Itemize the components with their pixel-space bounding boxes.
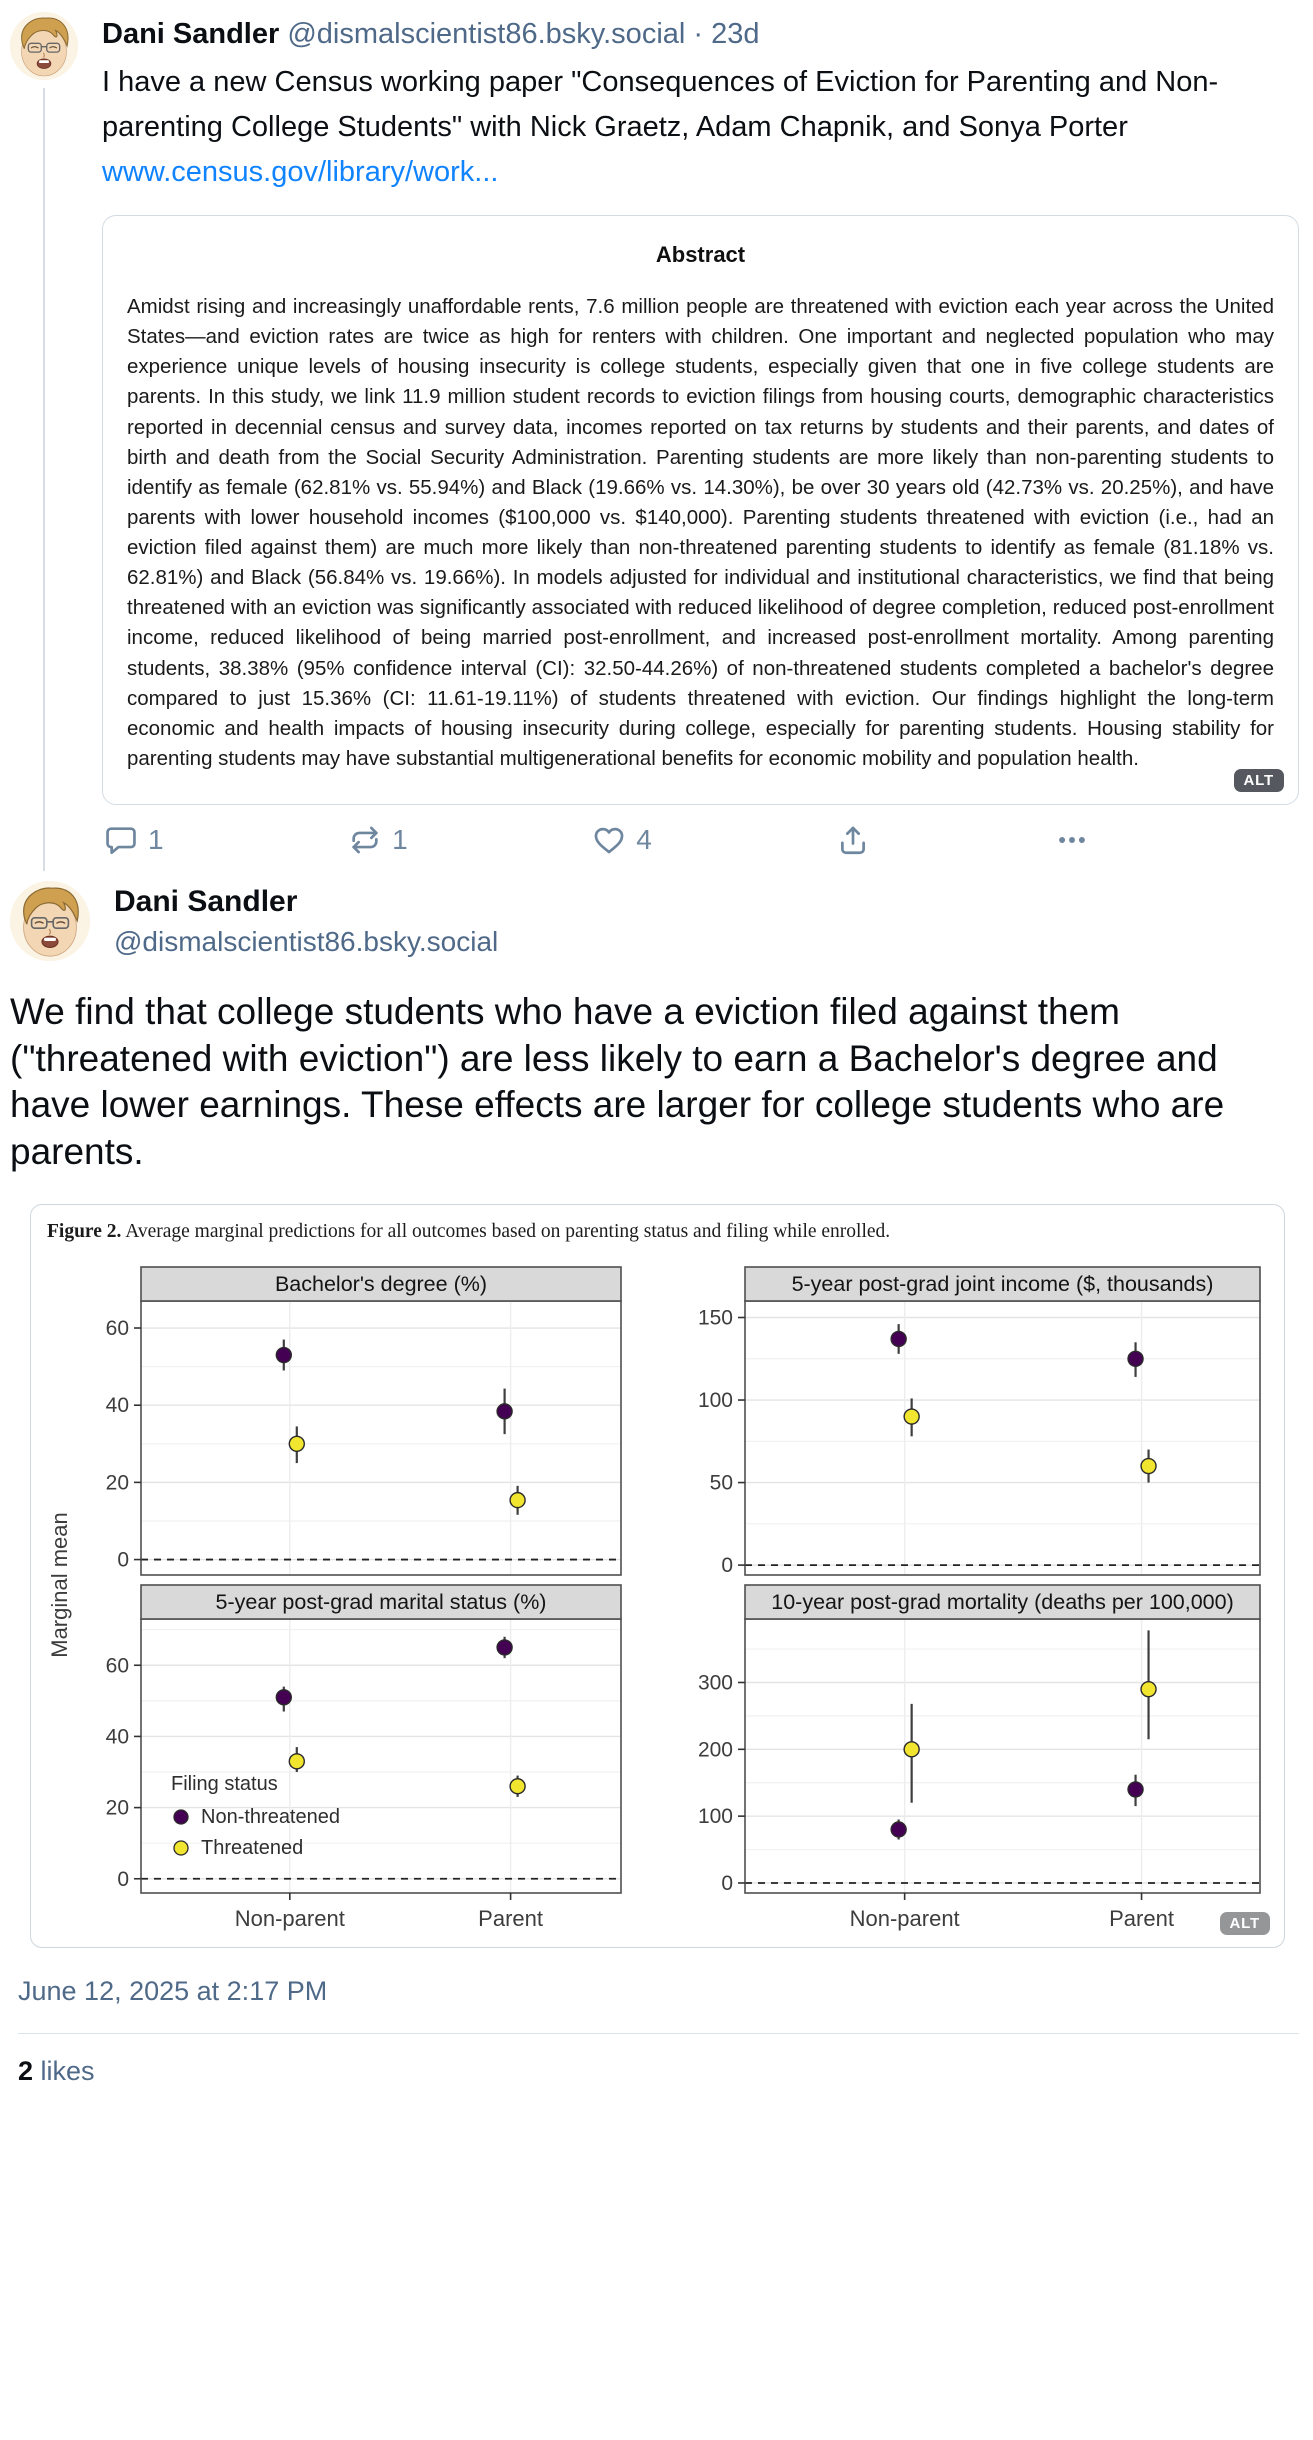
svg-text:100: 100 (697, 1388, 733, 1412)
svg-text:0: 0 (117, 1867, 129, 1891)
figure-caption-text: Average marginal predictions for all outcomes based on parenting status and filing while enrolled. (121, 1220, 891, 1242)
alt-badge[interactable]: ALT (1234, 769, 1284, 792)
repost-button[interactable] (348, 823, 408, 857)
figure-2-charts (45, 1255, 1270, 1935)
repost-icon (348, 823, 382, 857)
timestamp[interactable]: 23d (711, 18, 760, 50)
user-handle[interactable]: @dismalscientist86.bsky.social (114, 925, 499, 957)
svg-text:0: 0 (721, 1553, 733, 1577)
heart-icon (592, 823, 626, 857)
likes-count: 2 (18, 2055, 34, 2086)
svg-text:0: 0 (721, 1871, 733, 1895)
svg-text:200: 200 (697, 1737, 733, 1761)
figure-caption-label: Figure 2. (47, 1220, 122, 1242)
post-date[interactable]: June 12, 2025 at 2:17 PM (18, 1975, 328, 2006)
svg-text:Parent: Parent (478, 1905, 544, 1931)
thread-gutter (10, 12, 78, 871)
reply-icon (104, 823, 138, 857)
svg-text:60: 60 (105, 1316, 129, 1340)
post-link[interactable]: www.census.gov/library/work... (102, 156, 499, 189)
post-actions (104, 823, 1089, 857)
svg-text:0: 0 (117, 1548, 129, 1572)
post-header (102, 16, 1299, 52)
share-button[interactable] (836, 823, 870, 857)
figure-caption (47, 1221, 1270, 1243)
display-name[interactable]: Dani Sandler (114, 884, 298, 918)
abstract-body: Amidst rising and increasingly unaffordable rents, 7.6 million people are threatened with eviction each year across the United States—and eviction rates are twice as high for renters with children. One important and neglected population who may experience unique levels of housing insecurity is college students, especially given that one in five college students are parents. In this study, we link 11.9 million student records to eviction filings from housing courts, demographic characteristics reported in decennial census and survey data, incomes reported on tax returns by students and their parents, and dates of birth and death from the Social Security Administration. Parenting students are more likely than non-parenting students to identify as female (62.81% vs. 55.94%) and Black (19.66% vs. 14.30%), be over 30 years old (42.73% vs. 20.25%), and have parents with lower household incomes ($100,000 vs. $140,000). Parenting students threatened with eviction (i.e., had an eviction filed against them) are much more likely than non-threatened parenting students to identify as female (81.18% vs. 62.81%) and Black (56.84% vs. 19.66%). In models adjusted for individual and institutional characteristics, we find that being threatened with an eviction was significantly associated with reduced likelihood of degree completion, reduced post-enrollment income, reduced likelihood of being married post-enrollment, and increased post-enrollment mortality. Among parenting students, 38.38% (95% confidence interval (CI): 32.50-44.26%) of non-threatened students completed a bachelor's degree compared to just 15.36% (CI: 11.61-19.11%) of students threatened with eviction. Our findings highlight the long-term economic and health impacts of housing insecurity during college, especially for parenting students. Housing stability for parenting students may have substantial multigenerational benefits for economic mobility and population health. (127, 295, 1274, 770)
main-post-header (10, 881, 1299, 961)
svg-text:Non-parent: Non-parent (849, 1905, 960, 1931)
separator-dot: · (693, 18, 704, 50)
reply-button[interactable] (104, 823, 164, 857)
svg-text:20: 20 (105, 1470, 129, 1494)
svg-text:300: 300 (697, 1670, 733, 1694)
svg-text:40: 40 (105, 1393, 129, 1417)
svg-text:60: 60 (105, 1653, 129, 1677)
avatar[interactable] (10, 881, 90, 961)
alt-badge[interactable]: ALT (1220, 1912, 1270, 1935)
svg-text:100: 100 (697, 1804, 733, 1828)
svg-text:40: 40 (105, 1724, 129, 1748)
svg-text:Parent: Parent (1109, 1905, 1174, 1931)
divider (18, 2033, 1299, 2034)
svg-text:150: 150 (697, 1306, 733, 1330)
svg-text:Non-threatened: Non-threatened (201, 1805, 340, 1828)
svg-text:Bachelor's degree (%): Bachelor's degree (%) (274, 1271, 488, 1296)
likes-label[interactable]: likes (40, 2055, 95, 2086)
svg-text:Non-parent: Non-parent (234, 1905, 345, 1931)
svg-text:20: 20 (105, 1796, 129, 1820)
user-handle[interactable]: @dismalscientist86.bsky.social (287, 18, 686, 50)
main-post (0, 871, 1313, 2086)
post-text-body: I have a new Census working paper "Consequences of Eviction for Parenting and Non-parenting College Students" with Nick Graetz, Adam Chapnik, and Sonya Porter (102, 66, 1219, 144)
more-options-button[interactable] (1055, 823, 1089, 857)
reply-count: 1 (148, 824, 164, 856)
avatar-cartoon-face-icon (10, 12, 78, 80)
display-name[interactable]: Dani Sandler (102, 18, 280, 50)
share-icon (836, 823, 870, 857)
svg-text:5-year post-grad marital statu: 5-year post-grad marital status (%) (215, 1589, 547, 1614)
post-text: We find that college students who have a eviction filed against them ("threatened with eviction") are less likely to earn a Bachelor's degree and have lower earnings. These effects are larger for college students who are parents. (10, 991, 1225, 1172)
thread-line (43, 88, 45, 871)
parent-post (0, 0, 1313, 871)
svg-text:Marginal mean: Marginal mean (47, 1511, 72, 1658)
figure-image-embed[interactable] (30, 1204, 1285, 1948)
post-text (102, 60, 1299, 195)
svg-text:10-year post-grad mortality (d: 10-year post-grad mortality (deaths per 100,000) (771, 1589, 1234, 1614)
avatar[interactable] (10, 12, 78, 80)
abstract-image-embed[interactable] (102, 215, 1299, 805)
svg-text:5-year post-grad joint income: 5-year post-grad joint income ($, thousands) (791, 1271, 1214, 1296)
repost-count: 1 (392, 824, 408, 856)
svg-text:Filing status: Filing status (171, 1772, 278, 1795)
svg-text:50: 50 (709, 1471, 733, 1495)
like-button[interactable] (592, 823, 652, 857)
ellipsis-icon (1055, 823, 1089, 857)
abstract-heading: Abstract (655, 242, 746, 268)
svg-text:Threatened: Threatened (201, 1836, 304, 1859)
like-count: 4 (636, 824, 652, 856)
likes-row[interactable] (18, 2056, 1299, 2087)
avatar-cartoon-face-icon (10, 881, 90, 961)
